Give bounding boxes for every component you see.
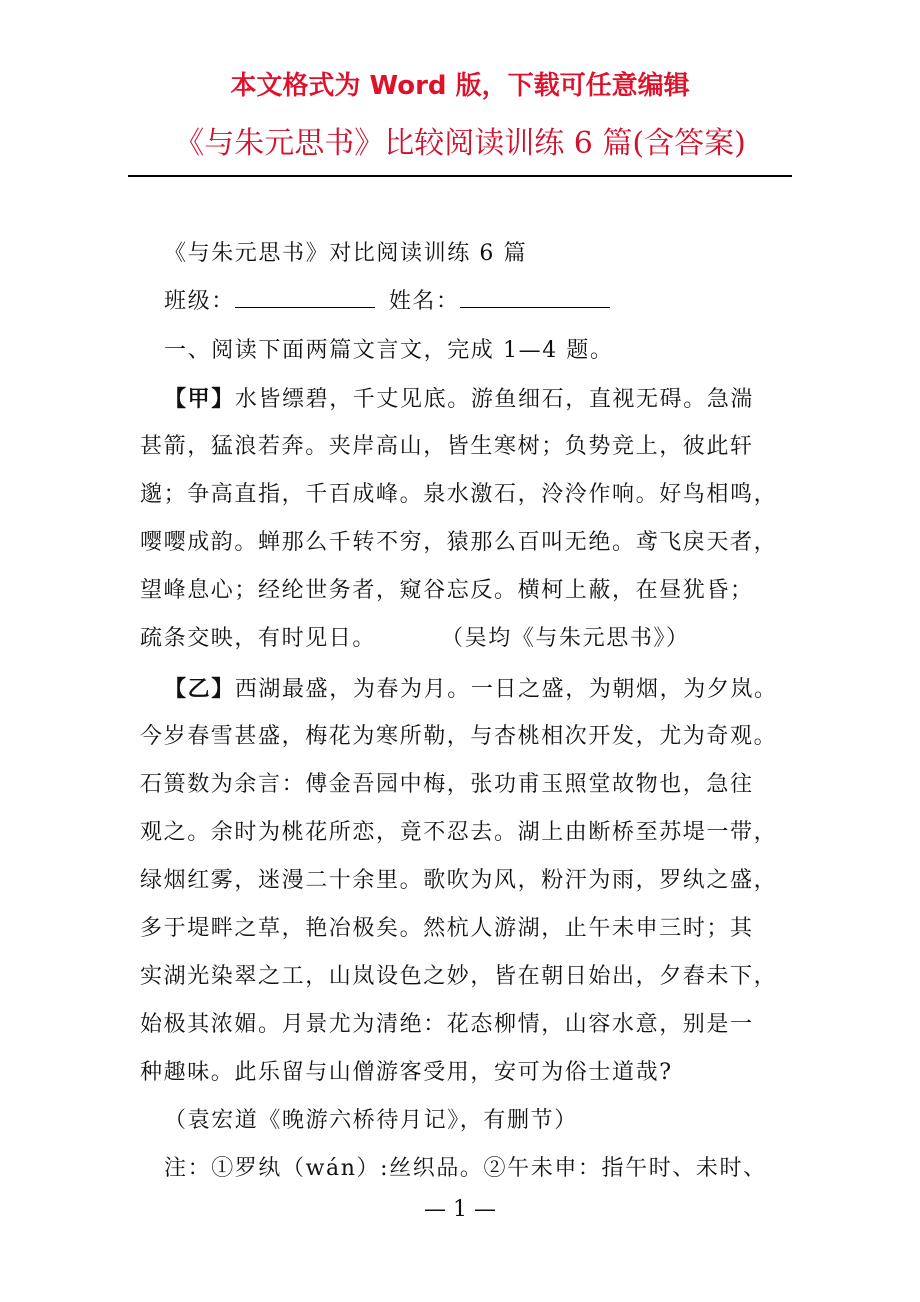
passage-yi-source: （袁宏道《晚游六桥待月记》，有删节） (164, 1108, 578, 1133)
footnote: 注：①罗纨（wán）:丝织品。②午未申：指午时、未时、 (164, 1156, 767, 1181)
passage-yi-line: 实湖光染翠之工，山岚设色之妙，皆在朝日始出，夕舂未下， (140, 964, 778, 989)
section-one-instruction: 一、阅读下面两篇文言文，完成 1—4 题。 (164, 338, 614, 363)
passage-yi-line: 始极其浓媚。月景尤为清绝：花态柳情，山容水意，别是一 (140, 1012, 754, 1037)
passage-jia-line (164, 383, 754, 415)
name-label: 姓名： (388, 289, 460, 314)
title-divider (128, 175, 792, 177)
passage-jia-line: 甚箭，猛浪若奔。夹岸高山，皆生寒树；负势竞上，彼此轩 (140, 434, 754, 459)
passage-jia-text: 水皆缥碧，千丈见底。游鱼细石，直视无碍。急湍 (234, 387, 755, 412)
passage-jia-source: （吴均《与朱元思书》） (452, 626, 690, 651)
student-info-row (164, 286, 610, 318)
class-blank (235, 287, 375, 308)
passage-jia-text: 疏条交映，有时见日。 (140, 626, 377, 651)
passage-yi-line: 种趣味。此乐留与山僧游客受用，安可为俗士道哉? (140, 1060, 673, 1085)
passage-yi-line: 多于堤畔之草，艳冶极矣。然杭人游湖，止午未申三时；其 (140, 916, 754, 941)
passage-yi-text: 西湖最盛，为春为月。一日之盛，为朝烟，为夕岚。 (234, 677, 778, 702)
format-notice: 本文格式为 Word 版，下载可任意编辑 (230, 71, 690, 101)
passage-yi-tag: 【乙】 (164, 676, 235, 702)
passage-yi-line: 绿烟红雾，迷漫二十余里。歌吹为风，粉汗为雨，罗纨之盛， (140, 868, 778, 893)
passage-yi-line (164, 673, 778, 705)
page-number: — 1 — (424, 1197, 496, 1222)
passage-yi-line: 石篑数为余言：傅金吾园中梅，张功甫玉照堂故物也，急往 (140, 772, 754, 797)
passage-yi-line: 今岁春雪甚盛，梅花为寒所勒，与杏桃相次开发，尤为奇观。 (140, 724, 778, 749)
passage-jia-line: 嘤嘤成韵。蝉那么千转不穷，猿那么百叫无绝。鸢飞戾天者， (140, 530, 778, 555)
passage-jia-line: 望峰息心；经纶世务者，窥谷忘反。横柯上蔽，在昼犹昏； (140, 578, 754, 603)
name-blank (460, 287, 610, 308)
passage-jia-line: 邈；争高直指，千百成峰。泉水激石，泠泠作响。好鸟相鸣， (140, 482, 778, 507)
passage-jia-line (140, 623, 690, 655)
passage-yi-line: 观之。余时为桃花所恋，竟不忍去。湖上由断桥至苏堤一带， (140, 820, 778, 845)
passage-jia-tag: 【甲】 (164, 386, 235, 412)
subtitle: 《与朱元思书》对比阅读训练 6 篇 (164, 241, 528, 266)
class-label: 班级： (164, 289, 235, 314)
document-title: 《与朱元思书》比较阅读训练 6 篇(含答案) (174, 126, 746, 161)
